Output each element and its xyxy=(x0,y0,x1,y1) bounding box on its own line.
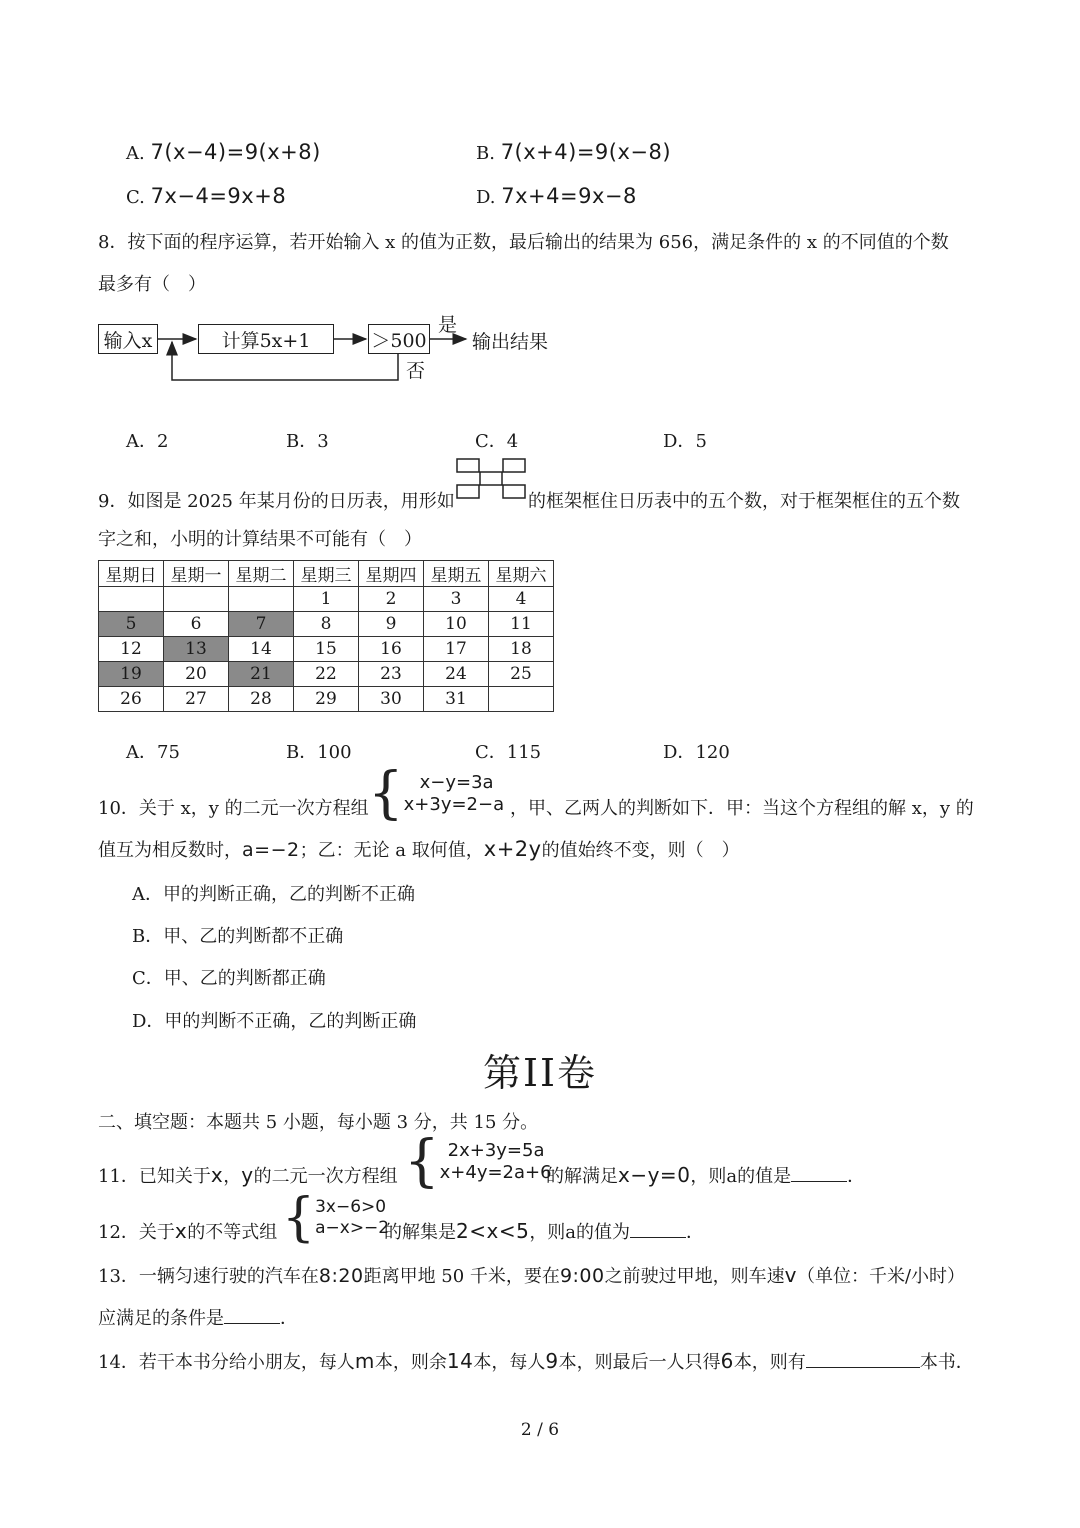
calendar-day-cell: 31 xyxy=(424,687,489,712)
q7-option-b xyxy=(476,140,671,164)
q9-option-a xyxy=(126,738,180,764)
q8-option-d-label: D． xyxy=(663,431,696,452)
q8-option-b-label: B． xyxy=(286,431,318,452)
calendar-day-cell: 3 xyxy=(424,587,489,612)
q11-brace-icon: { xyxy=(404,1129,440,1194)
q12-suffix-text: ，则a的值为 xyxy=(529,1222,631,1243)
q7-option-c-label: C. xyxy=(126,187,145,208)
calendar-day-cell: 18 xyxy=(489,637,554,662)
calendar-day-cell: 1 xyxy=(294,587,359,612)
q11-answer-blank[interactable] xyxy=(791,1163,847,1182)
q12-answer-blank[interactable] xyxy=(630,1219,686,1238)
q10-prefix: 10．关于 x，y 的二元一次方程组 xyxy=(98,798,369,819)
q12-inequality-system xyxy=(282,1188,390,1248)
q8-option-a-value: 2 xyxy=(157,431,169,452)
q13-line2 xyxy=(98,1304,298,1330)
calendar-header-cell: 星期二 xyxy=(229,561,294,587)
calendar-day-cell xyxy=(489,687,554,712)
q10-line2a: 值互为相反数时， xyxy=(98,840,242,861)
q14-b: 本，则余 xyxy=(374,1352,447,1373)
q11-cond: x−y=0 xyxy=(618,1163,691,1187)
q13-answer-blank[interactable] xyxy=(224,1305,280,1324)
q9-option-b xyxy=(286,738,352,764)
q11-eq2: x+4y=2a+6 xyxy=(439,1162,552,1183)
calendar-day-cell: 27 xyxy=(164,687,229,712)
calendar-day-cell: 7 xyxy=(229,612,294,637)
q8-option-d-value: 5 xyxy=(695,431,707,452)
q8-flow-input-box xyxy=(98,324,158,354)
calendar-day-cell: 2 xyxy=(359,587,424,612)
q8-flow-output-label: 输出结果 xyxy=(472,331,549,353)
q9-option-a-value: 75 xyxy=(157,742,180,763)
q8-flow-compute-label: 计算5x+1 xyxy=(221,329,311,352)
calendar-day-cell: 16 xyxy=(359,637,424,662)
q8-option-c-label: C． xyxy=(475,431,507,452)
q10-suffix: ，甲、乙两人的判断如下．甲：当这个方程组的解 x，y 的 xyxy=(510,798,974,819)
page-number: 2 / 6 xyxy=(520,1420,560,1440)
q10-line2c: 的值始终不变，则（ ） xyxy=(541,840,740,861)
q14-f: 本书． xyxy=(919,1352,974,1373)
q10-option-d: D．甲的判断不正确，乙的判断正确 xyxy=(132,1011,417,1032)
q13-line1a: 13．一辆匀速行驶的汽车在 xyxy=(98,1266,319,1287)
q7-option-a xyxy=(126,140,321,164)
calendar-header-cell: 星期四 xyxy=(359,561,424,587)
q11-var-y: y xyxy=(241,1163,254,1187)
q12-var-x: x xyxy=(174,1219,188,1243)
q9-option-c xyxy=(475,738,541,764)
q8-stem-line1: 8．按下面的程序运算，若开始输入 x 的值为正数，最后输出的结果为 656，满足条件的 x 的不同值的个数 xyxy=(98,232,949,253)
calendar-day-cell: 26 xyxy=(99,687,164,712)
q11-eq1: 2x+3y=5a xyxy=(447,1139,545,1161)
calendar-day-cell: 10 xyxy=(424,612,489,637)
q8-option-c-value: 4 xyxy=(506,431,519,452)
q14-line xyxy=(98,1348,974,1374)
q12-prefix-a: 12．关于 xyxy=(98,1222,175,1243)
calendar-day-cell: 5 xyxy=(99,612,164,637)
q11-suffix xyxy=(546,1162,865,1188)
q9-option-a-label: A． xyxy=(126,742,157,763)
q7-option-a-label: A. xyxy=(126,143,145,164)
calendar-day-cell: 12 xyxy=(99,637,164,662)
calendar-day-cell: 28 xyxy=(229,687,294,712)
q13-line2-text: 应满足的条件是 xyxy=(98,1308,224,1329)
q9-option-d xyxy=(663,738,730,764)
q8-flow-compare-box xyxy=(368,324,430,354)
q9-option-d-label: D． xyxy=(663,742,696,763)
section-title: 第II卷 xyxy=(482,1051,598,1095)
q11-comma: ， xyxy=(223,1166,242,1187)
q9-stem-line1b: 的框架框住日历表中的五个数，对于框架框住的五个数 xyxy=(528,491,960,512)
q10-option-b: B．甲、乙的判断都不正确 xyxy=(132,926,344,947)
calendar-day-cell: 11 xyxy=(489,612,554,637)
q12-cond: 2<x<5 xyxy=(456,1219,530,1243)
q14-num-14: 14 xyxy=(446,1349,474,1373)
q13-var-v: v xyxy=(784,1263,797,1287)
q8-flow-no-label: 否 xyxy=(406,360,426,382)
calendar-day-cell: 23 xyxy=(359,662,424,687)
calendar-header-cell: 星期五 xyxy=(424,561,489,587)
q8-option-b-value: 3 xyxy=(317,431,329,452)
q7-option-d-label: D. xyxy=(476,187,496,208)
q7-option-b-label: B. xyxy=(476,143,495,164)
q11-var-x: x xyxy=(210,1163,224,1187)
q10-cond2: x+2y xyxy=(483,837,542,861)
calendar-day-cell: 4 xyxy=(489,587,554,612)
q8-flow-compare-label: ＞500 xyxy=(371,329,427,352)
q11-prefix-b: 的二元一次方程组 xyxy=(253,1166,398,1187)
q9-stem-line2: 字之和，小明的计算结果不可能有（ ） xyxy=(98,529,422,550)
calendar-header-cell: 星期一 xyxy=(164,561,229,587)
calendar-day-cell xyxy=(99,587,164,612)
q12-mid: 的解集是 xyxy=(384,1222,456,1243)
calendar-row xyxy=(99,612,554,637)
q12-end: ． xyxy=(686,1222,705,1243)
q10-option-a: A．甲的判断正确，乙的判断不正确 xyxy=(132,884,415,905)
q13-line1 xyxy=(98,1262,965,1288)
q9-option-d-value: 120 xyxy=(695,742,730,763)
q14-c: 本，每人 xyxy=(473,1352,546,1373)
calendar-day-cell: 20 xyxy=(164,662,229,687)
q7-option-a-expr: 7(x−4)=9(x+8) xyxy=(150,140,321,164)
q11-equation-system xyxy=(404,1129,552,1194)
calendar-row xyxy=(99,637,554,662)
q11-prefix-a: 11．已知关于 xyxy=(98,1166,211,1187)
section-heading: 二、填空题：本题共 5 小题，每小题 3 分，共 15 分。 xyxy=(98,1112,539,1133)
q9-option-b-value: 100 xyxy=(317,742,352,763)
q14-num-9: 9 xyxy=(545,1349,559,1373)
q11-end: ． xyxy=(847,1166,866,1187)
calendar-day-cell: 8 xyxy=(294,612,359,637)
q7-option-d-expr: 7x+4=9x−8 xyxy=(501,184,637,208)
q8-option-b xyxy=(286,427,329,453)
q14-num-6: 6 xyxy=(720,1349,734,1373)
q10-eq2: x+3y=2−a xyxy=(403,794,505,815)
q8-option-d xyxy=(663,427,707,453)
calendar-day-cell xyxy=(164,587,229,612)
q7-option-c xyxy=(126,184,286,208)
calendar-header-cell: 星期六 xyxy=(489,561,554,587)
q13-time1: 8:20 xyxy=(318,1265,364,1287)
q12-prefix-b: 的不等式组 xyxy=(187,1222,278,1243)
q8-flowchart xyxy=(96,308,576,388)
calendar-day-cell: 29 xyxy=(294,687,359,712)
q9-frame-shape-icon xyxy=(456,458,528,500)
q11-mid: 的解满足 xyxy=(546,1166,618,1187)
q13-line1c: 之前驶过甲地，则车速 xyxy=(604,1266,785,1287)
calendar-day-cell: 13 xyxy=(164,637,229,662)
q7-option-c-expr: 7x−4=9x+8 xyxy=(150,184,287,208)
q9-option-c-value: 115 xyxy=(506,742,542,763)
q10-option-c: C．甲、乙的判断都正确 xyxy=(132,968,326,989)
q12-eq1: 3x−6>0 xyxy=(315,1196,387,1217)
q13-time2: 9:00 xyxy=(559,1265,605,1287)
calendar-day-cell xyxy=(229,587,294,612)
q10-eq1: x−y=3a xyxy=(419,771,494,793)
calendar-header-row xyxy=(99,561,554,587)
q8-option-a xyxy=(126,427,168,453)
calendar-row xyxy=(99,587,554,612)
q8-flow-yes-label: 是 xyxy=(438,314,458,336)
q10-line2b: ；乙：无论 a 取何值， xyxy=(299,840,484,861)
calendar-day-cell: 30 xyxy=(359,687,424,712)
calendar-day-cell: 25 xyxy=(489,662,554,687)
q7-option-b-expr: 7(x+4)=9(x−8) xyxy=(500,140,672,164)
q11-prefix xyxy=(98,1162,398,1188)
q11-suffix-text: ，则a的值是 xyxy=(690,1166,792,1187)
q12-prefix xyxy=(98,1218,277,1244)
q14-var-m: m xyxy=(354,1349,375,1373)
q12-brace-icon: { xyxy=(282,1188,316,1248)
q14-a: 14．若干本书分给小朋友，每人 xyxy=(98,1352,355,1373)
q8-option-a-label: A． xyxy=(126,431,157,452)
q9-option-b-label: B． xyxy=(286,742,318,763)
calendar-day-cell: 21 xyxy=(229,662,294,687)
q8-option-c xyxy=(475,427,518,453)
calendar-day-cell: 15 xyxy=(294,637,359,662)
calendar-day-cell: 9 xyxy=(359,612,424,637)
q8-flow-compute-box xyxy=(198,324,334,354)
q14-d: 本，则最后一人只得 xyxy=(558,1352,721,1373)
q10-line2 xyxy=(98,836,740,862)
calendar-day-cell: 19 xyxy=(99,662,164,687)
calendar-day-cell: 6 xyxy=(164,612,229,637)
calendar-day-cell: 24 xyxy=(424,662,489,687)
calendar-day-cell: 14 xyxy=(229,637,294,662)
q12-suffix xyxy=(384,1218,704,1244)
q9-calendar-table xyxy=(98,560,554,712)
q14-e: 本，则有 xyxy=(733,1352,806,1373)
q8-stem-line2: 最多有（ ） xyxy=(98,274,206,295)
calendar-day-cell: 17 xyxy=(424,637,489,662)
q9-option-c-label: C． xyxy=(475,742,507,763)
q10-cond1: a=−2 xyxy=(242,839,300,861)
q8-flow-input-label: 输入x xyxy=(103,329,153,352)
q13-line1d: （单位：千米/小时） xyxy=(796,1266,966,1287)
calendar-header-cell: 星期日 xyxy=(99,561,164,587)
calendar-header-cell: 星期三 xyxy=(294,561,359,587)
q9-stem-line1a: 9．如图是 2025 年某月份的日历表，用形如 xyxy=(98,491,455,512)
q10-brace-icon: { xyxy=(368,761,404,826)
calendar-row xyxy=(99,687,554,712)
calendar-row xyxy=(99,662,554,687)
q12-eq2: a−x>−2 xyxy=(315,1218,390,1238)
q14-answer-blank[interactable] xyxy=(806,1349,920,1368)
q10-equation-system xyxy=(368,761,505,826)
q13-line1b: 距离甲地 50 千米，要在 xyxy=(363,1266,560,1287)
q13-end: ． xyxy=(280,1308,298,1329)
calendar-day-cell: 22 xyxy=(294,662,359,687)
q7-option-d xyxy=(476,184,637,208)
